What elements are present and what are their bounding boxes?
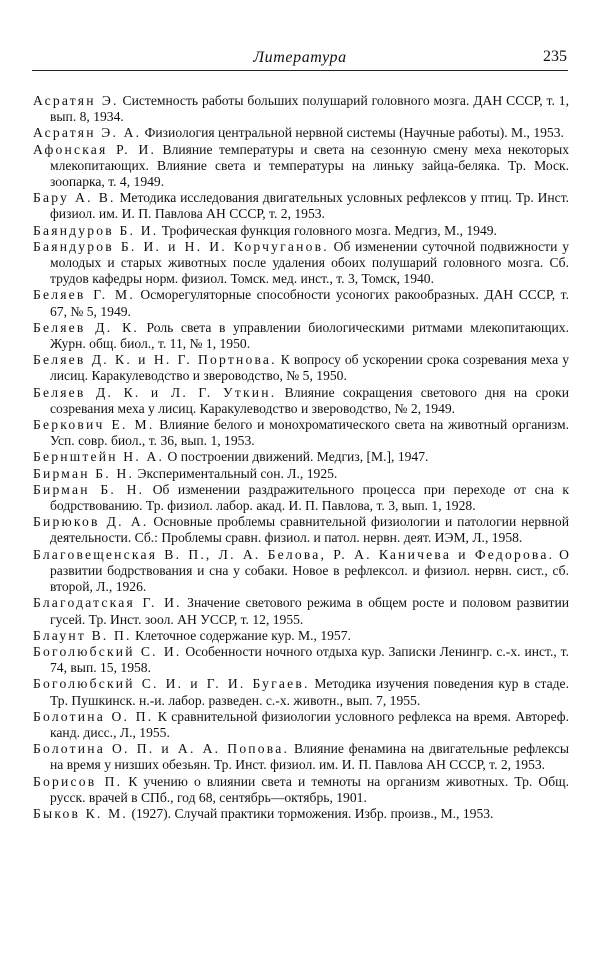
reference-text: Роль света в управлении биологическими ритмами млекопитающих. Журн. общ. биол., т. 11, № 1, 1950. [50,319,569,352]
page-header [32,48,568,71]
reference-author: Беляев Д. К. и Н. Г. Портнова. [33,352,277,368]
reference-text: Системность работы больших полушарий головного мозга. ДАН СССР, т. 1, вып. 8, 1934. [50,93,569,125]
reference-author: Беркович Е. М. [33,417,155,433]
reference-text: Физиология центральной нервной системы (Научные работы). М., 1953. [144,125,564,141]
reference-text: К учению о влиянии света и темноты на организм животных. Тр. Общ. русск. врачей в СПб., год 68, сентябрь—октябрь, 1901. [50,773,569,805]
reference-entry [33,190,569,222]
reference-entry [33,352,569,384]
reference-author: Бирман Б. Н. [33,481,145,497]
running-title: Литература [253,49,347,66]
reference-entry [33,449,569,465]
reference-text: Трофическая функция головного мозга. Медгиз, М., 1949. [161,222,497,238]
reference-entry [33,223,569,239]
reference-entry [33,806,569,822]
reference-entry [33,547,569,596]
reference-entry [33,676,569,708]
reference-text: Методика исследования двигательных условных рефлексов у птиц. Тр. Инст. физиол. им. И. П. Павлова АН СССР, т. 2, 1953. [50,190,570,222]
reference-text: Осморегуляторные способности усоногих ракообразных. ДАН СССР, т. 67, № 5, 1949. [50,287,569,319]
reference-entry [33,385,569,417]
reference-author: Баяндуров Б. И. [33,222,159,238]
reference-entry [33,93,569,125]
reference-entry [33,125,569,141]
reference-entry [33,628,569,644]
reference-entry [33,239,569,288]
reference-text: Влияние сокращения светового дня на сроки созревания меха у лисиц. Каракулеводство и звероводство, № 2, 1949. [50,384,569,416]
reference-author: Боголюбский С. И. [33,643,182,659]
reference-author: Асратян Э. [33,93,119,108]
reference-author: Беляев Д. К. [33,319,139,335]
reference-author: Бирман Б. Н. [33,465,135,481]
reference-author: Боголюбский С. И. и Г. И. Бугаев. [33,676,310,692]
reference-author: Бару А. В. [33,190,116,206]
reference-author: Болотина О. П. и А. А. Попова. [33,741,290,757]
reference-author: Борисов П. [33,773,123,789]
reference-text: Особенности ночного отдыха кур. Записки Ленингр. с.-х. инст., т. 74, вып. 15, 1958. [50,643,569,676]
reference-text: Методика изучения поведения кур в стаде. Тр. Пушкинск. н.-и. лабор. разведен. с.-х. животн., вып. 7, 1955. [50,676,569,708]
reference-entry [33,466,569,482]
reference-author: Бернштейн Н. А. [33,449,165,465]
reference-entry [33,320,569,352]
reference-text: Влияние белого и монохроматического света на животный организм. Усп. совр. биол., т. 36, вып. 1, 1953. [50,417,569,449]
reference-author: Быков К. М. [33,805,129,821]
reference-list [33,93,569,822]
reference-author: Афонская Р. И. [33,141,157,157]
reference-entry [33,287,569,319]
reference-author: Благодатская Г. И. [33,595,182,611]
reference-entry [33,774,569,806]
reference-entry [33,595,569,627]
reference-author: Асратян Э. А. [33,125,142,141]
reference-author: Благовещенская В. П., Л. А. Белова, Р. А. Каничева и Федорова. [33,546,555,562]
reference-author: Болотина О. П. [33,708,154,724]
reference-entry [33,417,569,449]
reference-author: Баяндуров Б. И. и Н. И. Корчуганов. [33,238,329,254]
reference-entry [33,644,569,676]
reference-author: Блаунт В. П. [33,627,132,643]
reference-text: (1927). Случай практики торможения. Избр. произв., М., 1953. [131,805,494,821]
reference-entry [33,741,569,773]
reference-text: Об изменении раздражительного процесса при переходе от сна к бодрствованию. Тр. физиол. лабор. акад. И. П. Павлова, т. 3, вып. 1, 1928. [50,481,569,514]
reference-entry [33,709,569,741]
reference-text: К вопросу об ускорении срока созревания меха у лисиц. Каракулеводство и звероводство, № 5, 1950. [50,352,569,384]
reference-text: Влияние фенамина на двигательные рефлексы на время у низших обезьян. Тр. Инст. физиол. им. И. П. Павлова АН СССР, т. 2, 1953. [50,741,569,773]
reference-entry [33,514,569,546]
reference-text: Экспериментальный сон. Л., 1925. [137,465,338,481]
page-number: 235 [543,48,567,65]
reference-text: Влияние температуры и света на сезонную смену меха некоторых млекопитающих. Влияние света и температуры на линьку зайца-беляка. Тр. Моск. зоопарка, т. 4, 1949. [50,141,570,190]
reference-text: Об изменении суточной подвижности у молодых и старых животных после удаления обоих полушарий головного мозга. Сб. трудов кафедры норм. физиол. Томск. мед. инст., т. 3, Томск, 1940. [50,238,569,287]
reference-text: О построении движений. Медгиз, [М.], 1947. [167,449,429,465]
reference-entry [33,142,569,191]
reference-author: Бирюков Д. А. [33,514,149,530]
reference-author: Беляев Д. К. и Л. Г. Уткин. [33,384,277,400]
reference-text: О развитии бодрствования и сна у собаки. Новое в рефлексол. и физиол. нервн. сист., сб. второй, Л., 1926. [50,546,569,595]
reference-text: Значение светового режима в общем росте и половом развитии гусей. Тр. Инст. зоол. АН УССР, т. 12, 1955. [50,595,569,627]
reference-entry [33,482,569,514]
reference-author: Беляев Г. М. [33,287,135,303]
reference-text: Клеточное содержание кур. М., 1957. [135,627,351,643]
reference-text: К сравнительной физиологии условного рефлекса на время. Автореф. канд. дисс., Л., 1955. [50,708,569,740]
reference-text: Основные проблемы сравнительной физиологии и патологии нервной деятельности. Сб.: Проблемы сравн. физиол. и патол. нервн. деят. ИЭМ, Л., 1958. [50,514,569,546]
